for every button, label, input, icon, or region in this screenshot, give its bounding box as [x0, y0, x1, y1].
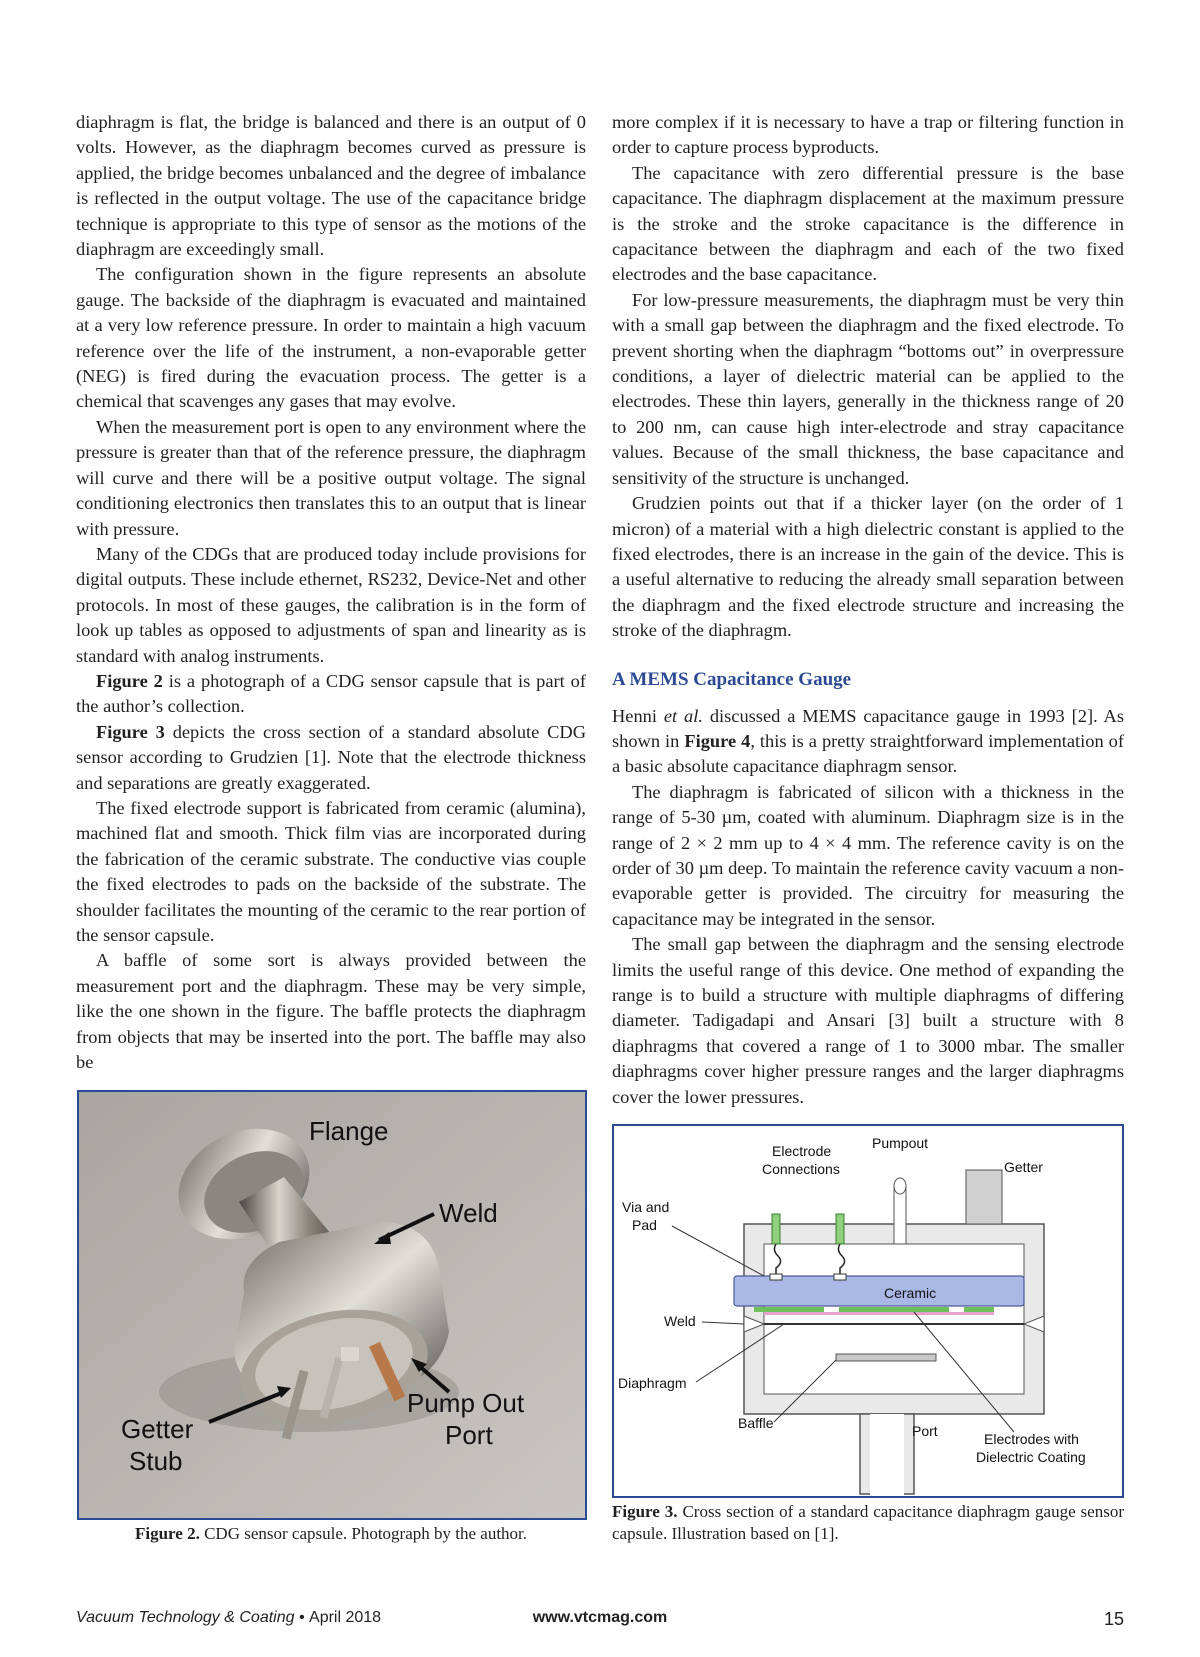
figure-3-ref-text: depicts the cross section of a standard absolute CDG sensor according to Grudzien [1]. Note that the electrode thickness and separations are greatly exaggerated.	[76, 721, 586, 793]
body-paragraph: The configuration shown in the figure represents an absolute gauge. The backside of the diaphragm is evacuated and maintained at a very low reference pressure. In order to maintain a high vacuum reference over the life of the instrument, a non-evaporable getter (NEG) is fired during the evacuation process. The getter is a chemical that scavenges any gases that may evolve.	[76, 264, 586, 412]
page-number: 15	[1103, 1609, 1124, 1629]
henni-mid: discussed a MEMS capacitance gauge in 1993 [2]. As shown in	[612, 705, 1124, 751]
figure-2-caption-text: CDG sensor capsule. Photograph by the author.	[199, 1524, 528, 1543]
sensor-capsule-illustration	[79, 1092, 585, 1518]
henni-italic: et al.	[663, 705, 703, 726]
via-pad-label: Pad	[632, 1217, 657, 1233]
weld-label: Weld	[439, 1198, 498, 1228]
electrode-label: Electrode	[772, 1143, 832, 1159]
section-heading: A MEMS Capacitance Gauge	[612, 668, 852, 690]
body-paragraph: The fixed electrode support is fabricated from ceramic (alumina), machined flat and smooth. Thick film vias are incorporated during the fabrication of the ceramic substrate. The conductive vias couple the fixed electrodes to pads on the backside of the substrate. The shoulder facilitates the mounting of the ceramic to the rear portion of the sensor capsule.	[76, 797, 586, 945]
getter-label: Getter	[1004, 1159, 1043, 1175]
website-link[interactable]: www.vtcmag.com	[532, 1609, 668, 1626]
body-paragraph: For low-pressure measurements, the diaphragm must be very thin with a small gap between the diaphragm and the fixed electrode. To prevent shorting when the diaphragm “bottoms out” in overpressure conditions, a layer of dielectric material can be applied to the electrodes. These thin layers, generally in the thickness range of 20 to 200 nm, can cause high inter-electrode and stray capacitance values. Because of the small thickness, the base capacitance and sensitivity of the structure is unchanged.	[612, 289, 1124, 488]
figure-2-caption-label: Figure 2.	[134, 1524, 200, 1543]
body-paragraph: The capacitance with zero differential pressure is the base capacitance. The diaphragm displacement at the maximum pressure is the stroke and the stroke capacitance is the difference in capacitance between the diaphragm and each of the two fixed electrodes and the base capacitance.	[612, 162, 1124, 285]
henni-post: , this is a pretty straightforward implementation of a basic absolute capacitance diaphragm sensor.	[612, 730, 1124, 777]
dielectric-coating-label: Dielectric Coating	[976, 1449, 1086, 1465]
electrodes-label: Electrodes with	[984, 1431, 1079, 1447]
body-paragraph: more complex if it is necessary to have a trap or filtering function in order to capture process byproducts.	[612, 112, 1124, 158]
via-label: Via and	[622, 1199, 670, 1215]
body-paragraph: The diaphragm is fabricated of silicon with a thickness in the range of 5-30 µm, coated with aluminum. Diaphragm size is in the range of 2 × 2 mm up to 4 × 4 mm. The reference cavity is on the order of 30 µm deep. To maintain the reference cavity vacuum a non-evaporable getter is provided. The circuitry for measuring the capacitance may be integrated in the sensor.	[612, 781, 1124, 929]
figure-3-caption-text: Cross section of a standard capacitance diaphragm gauge sensor capsule. Illustration based on [1].	[612, 1502, 1124, 1543]
pump-out-label: Pump Out	[407, 1388, 525, 1418]
left-column	[76, 110, 586, 1075]
body-paragraph: Many of the CDGs that are produced today include provisions for digital outputs. These include ethernet, RS232, Device-Net and other protocols. In most of these gauges, the calibration is in the form of look up tables as opposed to adjustments of span and linearity as is standard with analog instruments.	[76, 543, 586, 666]
figure-2-photo	[77, 1090, 587, 1520]
footer-bullet: •	[298, 1609, 305, 1626]
ceramic-label: Ceramic	[884, 1285, 937, 1301]
pumpout-label: Pumpout	[872, 1135, 929, 1151]
figure-2-ref-text: is a photograph of a CDG sensor capsule that is part of the author’s collection.	[76, 670, 586, 717]
figure-2-caption	[76, 1523, 586, 1545]
figure-3-reference-paragraph	[76, 720, 586, 796]
figure-3-diagram	[612, 1124, 1124, 1498]
page-footer	[76, 1609, 1124, 1633]
flange-label: Flange	[309, 1116, 389, 1146]
right-column	[612, 110, 1124, 1110]
baffle-label: Baffle	[738, 1415, 774, 1431]
diaphragm-label: Diaphragm	[618, 1375, 687, 1391]
port-label: Port	[912, 1423, 938, 1439]
henni-pre: Henni	[612, 705, 664, 726]
figure-4-ref: Figure 4	[684, 730, 751, 751]
body-paragraph: A baffle of some sort is always provided between the measurement port and the diaphragm. These may be very simple, like the one shown in the figure. The baffle protects the diaphragm from objects that may be inserted into the port. The baffle may also be	[76, 950, 586, 1073]
pump-out-port-label: Port	[445, 1420, 493, 1450]
body-paragraph: The small gap between the diaphragm and the sensing electrode limits the useful range of this device. One method of expanding the range is to build a structure with multiple diaphragms of differing diameter. Tadigadapi and Ansari [3] built a structure with 8 diaphragms that covered a range of 1 to 3000 mbar. The smaller diaphragms cover higher pressure ranges and the larger diaphragms cover the lower pressures.	[612, 934, 1124, 1107]
cross-section-diagram	[614, 1126, 1122, 1496]
henni-paragraph	[612, 704, 1124, 780]
body-paragraph: When the measurement port is open to any environment where the pressure is greater than that of the reference pressure, the diaphragm will curve and there will be a positive output voltage. The signal conditioning electronics then translates this to an output that is linear with pressure.	[76, 416, 586, 539]
figure-3-caption	[612, 1501, 1124, 1545]
electrode-connections-label: Connections	[762, 1161, 840, 1177]
body-paragraph: diaphragm is flat, the bridge is balanced and there is an output of 0 volts. However, as the diaphragm becomes curved as pressure is applied, the bridge becomes unbalanced and the degree of imbalance is reflected in the output voltage. The use of the capacitance bridge technique is appropriate to this type of sensor as the motions of the diaphragm are exceedingly small.	[76, 112, 586, 260]
getter-label: Getter	[121, 1414, 194, 1444]
weld-label: Weld	[664, 1313, 696, 1329]
figure-2-reference-paragraph	[76, 669, 586, 720]
figure-2-ref: Figure 2	[96, 670, 163, 691]
journal-name: Vacuum Technology & Coating	[76, 1609, 295, 1626]
figure-3-ref: Figure 3	[96, 721, 165, 742]
body-paragraph: Grudzien points out that if a thicker layer (on the order of 1 micron) of a material with a high dielectric constant is applied to the fixed electrodes, there is an increase in the gain of the device. This is a useful alternative to reducing the already small separation between the diaphragm and the fixed electrode structure and increasing the stroke of the diaphragm.	[612, 493, 1124, 641]
figure-3-caption-label: Figure 3.	[612, 1502, 678, 1521]
issue-date: April 2018	[309, 1609, 382, 1626]
getter-stub-label: Stub	[129, 1446, 183, 1476]
